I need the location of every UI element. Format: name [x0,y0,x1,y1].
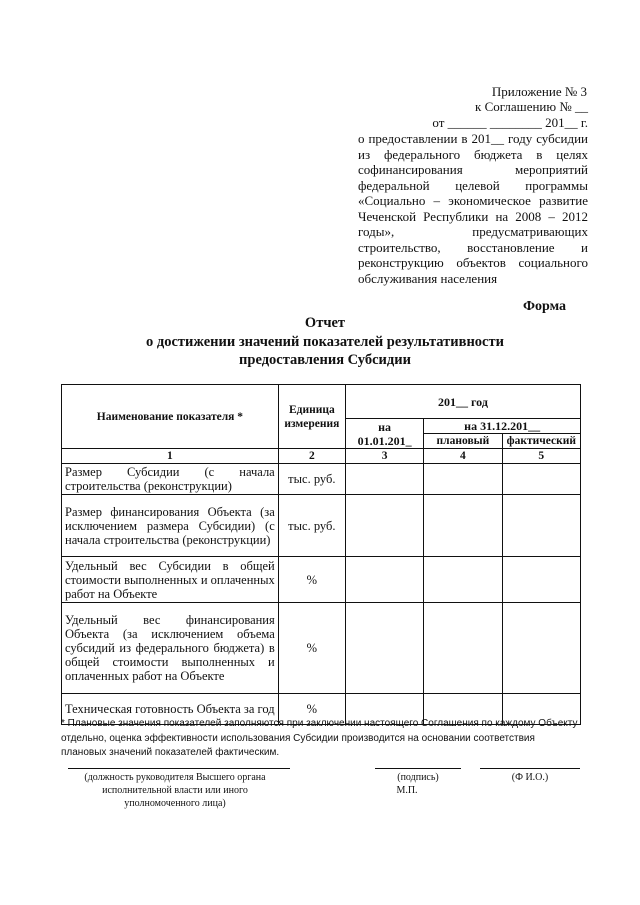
footnote: * Плановые значения показателей заполняются при заключении настоящего Соглашения по каждому Объекту отдельно, оценка эффективности использования Субсидии производится на основании соответствия плановых значений показателей фактическим. [61,718,578,758]
stamp-place: М.П. [396,785,418,796]
signature-line [375,768,461,769]
column-number: 5 [502,449,580,464]
table-row [62,495,581,557]
position-caption: (должность руководителя Высшего органа исполнительной власти или иного уполномоченного лица) [84,772,266,809]
column-number: 2 [278,449,345,464]
annex-line: софинансирования мероприятий [358,162,588,177]
column-number: 3 [345,449,423,464]
indicator-name: Удельный вес Субсидии в общей стоимости выполненных и оплаченных работ на Объекте [62,557,279,603]
table-row [62,464,581,495]
value-cell[interactable] [345,557,423,603]
value-cell[interactable] [424,495,502,557]
value-cell[interactable] [424,464,502,495]
value-cell[interactable] [424,603,502,694]
table-row [62,557,581,603]
annex-line: обслуживания населения [358,270,498,286]
annex-line: из федерального бюджета в целях [358,146,588,162]
value-cell[interactable] [424,557,502,603]
value-cell[interactable] [345,464,423,495]
report-subtitle-2: предоставления Субсидии [239,352,411,368]
indicator-unit: % [278,694,345,725]
indicators-table [61,384,581,725]
indicator-name: Размер Субсидии (с начала строительства (реконструкции) [62,464,279,495]
header-unit: Единица измерения [278,385,345,449]
indicator-name: Размер финансирования Объекта (за исключением размера Субсидии) (с начала строительства (реконструкции) [62,495,279,557]
annex-line: федеральной целевой программы [358,177,588,193]
header-year: 201__ год [345,385,580,419]
value-cell[interactable] [345,603,423,694]
annex-agreement-number: к Соглашению № __ [475,99,588,114]
column-numbers-row [62,449,581,464]
indicator-unit: % [278,557,345,603]
annex-line: реконструкцию объектов социального [358,255,588,270]
table-row [62,603,581,694]
header-na-date-value: 01.01.201_ [357,433,412,448]
report-title: Отчет [304,315,346,331]
report-subtitle: о достижении значений показателей результативности [146,334,504,350]
value-cell[interactable] [502,464,580,495]
header-actual: фактический [502,434,580,449]
header-planned: плановый [424,434,502,449]
value-cell[interactable] [345,495,423,557]
annex-description [358,131,588,286]
position-signature-line [68,768,290,769]
header-end-date: на 31.12.201__ [424,419,581,434]
indicator-unit: % [278,603,345,694]
header-na-date [345,419,423,449]
annex-line: «Социально – экономическое развитие [358,193,588,208]
fio-line [480,768,580,769]
value-cell[interactable] [502,495,580,557]
column-number: 4 [424,449,502,464]
annex-line: о предоставлении в 201__ году субсидии [358,131,588,146]
value-cell[interactable] [502,603,580,694]
form-label: Форма [523,299,567,314]
column-number: 1 [62,449,279,464]
annex-line: Чеченской Республики на 2008 – 2012 [358,208,588,224]
annex-agreement-date: от ______ ________ 201__ г. [432,115,588,130]
signature-caption: (подпись) [397,772,439,783]
table-header-row [62,385,581,419]
value-cell[interactable] [502,557,580,603]
header-name: Наименование показателя * [62,385,279,449]
annex-title: Приложение № 3 [491,84,587,99]
fio-caption: (Ф И.О.) [511,772,549,783]
indicator-name: Удельный вес финансирования Объекта (за исключением объема субсидий из федерального бюджета) в общей стоимости выполненных и оплаченных работ на Объекте [62,603,279,694]
indicator-unit: тыс. руб. [278,495,345,557]
indicator-unit: тыс. руб. [278,464,345,495]
indicator-name: Техническая готовность Объекта за год [62,694,279,725]
header-na-label: на [378,419,392,434]
annex-line: годы», предусматривающих [358,224,588,239]
annex-line: строительство, восстановление и [358,239,588,255]
